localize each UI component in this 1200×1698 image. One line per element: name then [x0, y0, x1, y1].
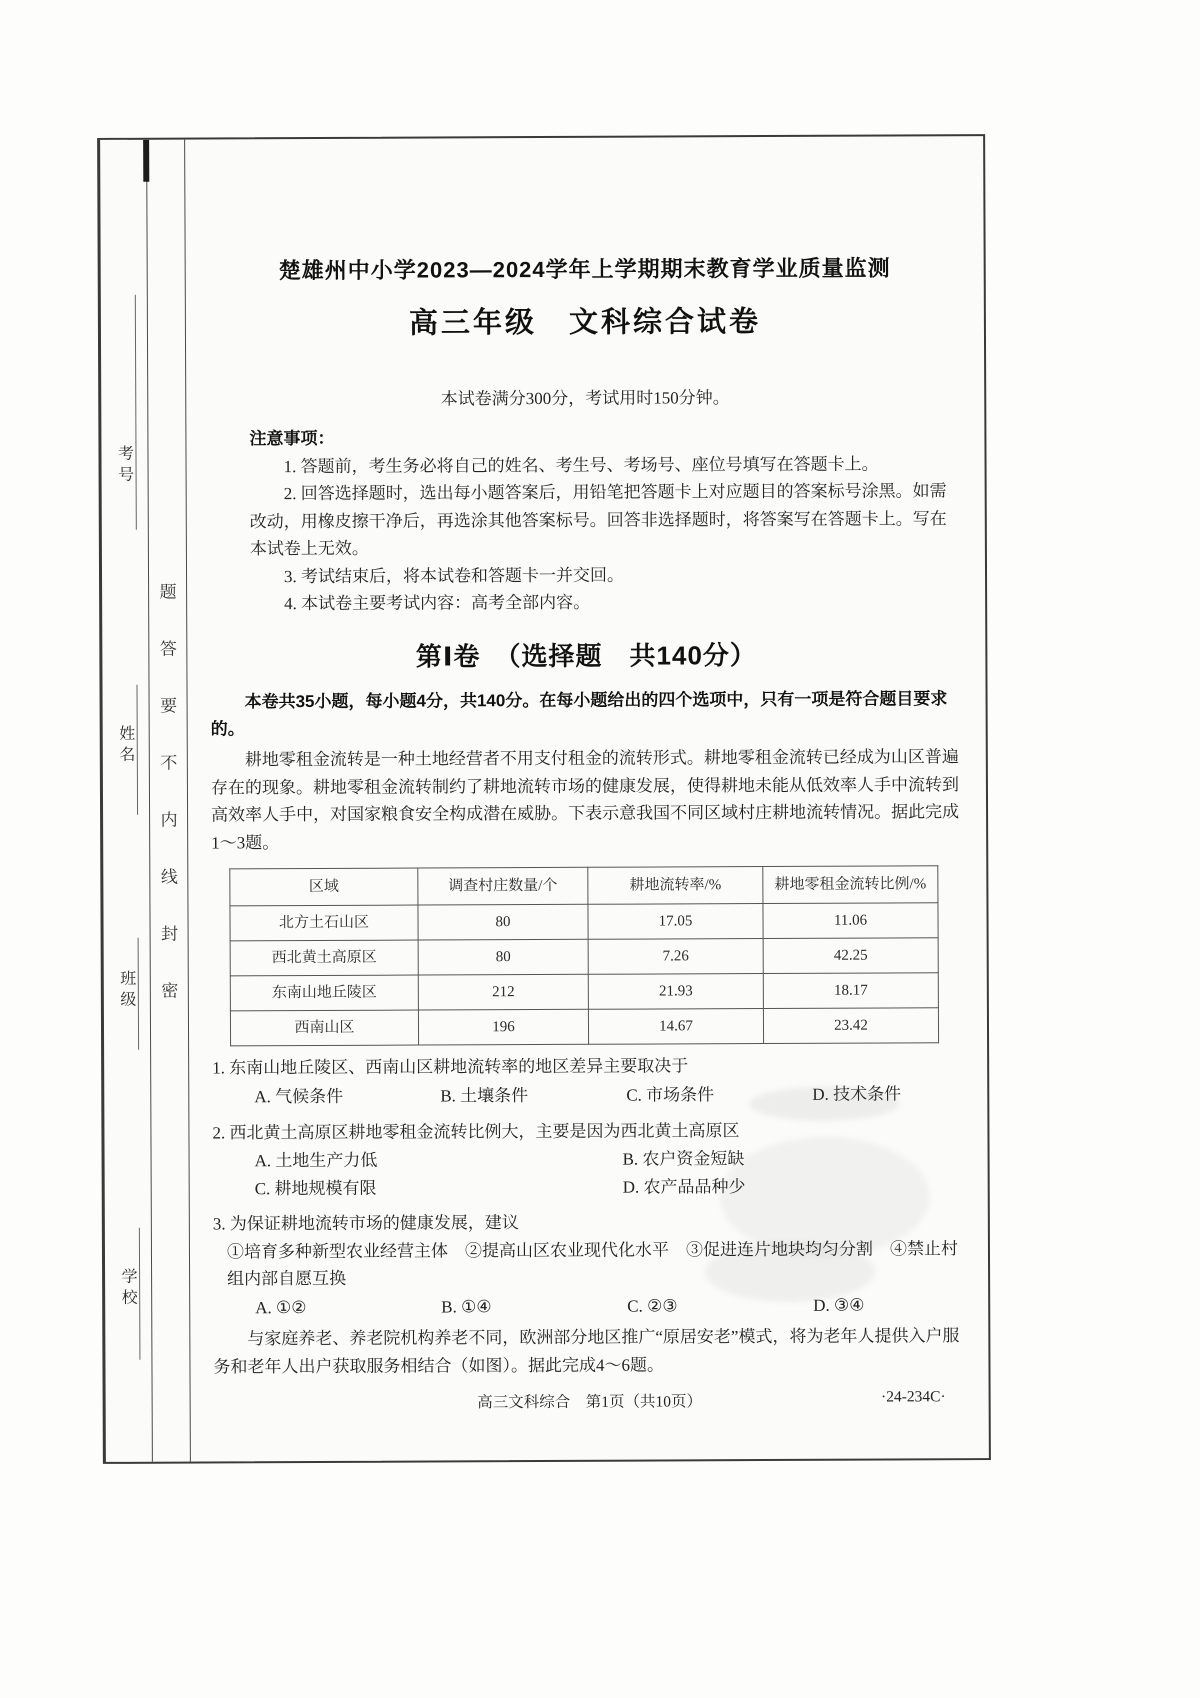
page-subtitle: 高三年级 文科综合试卷: [408, 305, 761, 340]
question-sub-options: ①培育多种新型农业经营主体 ②提高山区农业现代化水平 ③促进连片地块均匀分割 ④禁止村组内部自愿互换: [226, 1238, 959, 1289]
fill-in-line: [135, 295, 137, 530]
exam-info: 本试卷满分300分，考试用时150分钟。: [440, 387, 730, 409]
land-transfer-table: [229, 866, 939, 1047]
table-cell: 西北黄土高原区: [230, 941, 418, 977]
seal-char: 内: [160, 810, 178, 830]
passage-1: 耕地零租金流转是一种土地经营者不用支付租金的流转形式。耕地零租金流转已经成为山区普遍存在的现象。耕地零租金流转制约了耕地流转市场的健康发展，使得耕地未能从低效率人手中流转到高效率人手中，对国家粮食安全构成潜在威胁。下表示意我国不同区域村庄耕地流转情况。据此完成1～3题。: [210, 747, 960, 853]
table-cell: 北方土石山区: [230, 906, 418, 942]
table-cell: 21.93: [588, 974, 763, 1010]
notice-item: 1. 答题前，考生务必将自己的姓名、考生号、考场号、座位号填写在答题卡上。: [283, 454, 879, 476]
table-header-cell: 区域: [230, 869, 418, 907]
table-cell: 196: [418, 1010, 588, 1046]
seal-field-class: 班级: [117, 969, 135, 1012]
option-a: A. 土地生产力低: [254, 1150, 378, 1171]
table-cell: 17.05: [588, 904, 763, 940]
table-cell: 23.42: [763, 1008, 938, 1044]
table-cell: 11.06: [763, 903, 938, 939]
option-b: B. ①④: [441, 1296, 492, 1317]
section-intro: 本卷共35小题，每小题4分，共140分。在每小题给出的四个选项中，只有一项是符合题目要求的。: [210, 689, 948, 739]
seal-char: 密: [161, 981, 179, 1001]
notices-heading: 注意事项：: [249, 429, 335, 449]
question-stem: 3. 为保证耕地流转市场的健康发展，建议: [212, 1213, 519, 1234]
scan-artifact: [143, 140, 149, 182]
notice-item: 2. 回答选择题时，选出每小题答案后，用铅笔把答题卡上对应题目的答案标号涂黑。如需改动，用橡皮擦干净后，再选涂其他答案标号。回答非选择题时，将答案写在答题卡上。写在本试卷上无效。: [249, 481, 947, 559]
option-a: A. 气候条件: [254, 1086, 344, 1107]
option-c: C. 耕地规模有限: [254, 1178, 377, 1198]
table-header-cell: 耕地流转率/%: [588, 867, 763, 905]
option-c: C. ②③: [627, 1296, 678, 1316]
option-b: B. 土壤条件: [440, 1086, 529, 1106]
seal-field-name: 姓名: [116, 724, 134, 767]
fill-in-line: [139, 1228, 141, 1360]
seal-char: 不: [160, 753, 178, 773]
seal-field-exam-number: 考号: [115, 444, 133, 487]
footer-page-info: 高三文科综合 第1页（共10页）: [477, 1393, 703, 1412]
seal-text: [150, 578, 188, 1002]
option-c: C. 市场条件: [626, 1085, 715, 1105]
notice-item: 3. 考试结束后，将本试卷和答题卡一并交回。: [283, 565, 625, 586]
fill-in-line: [136, 685, 138, 815]
option-a: A. ①②: [255, 1297, 307, 1317]
seal-field-school: 学校: [119, 1267, 137, 1310]
footer-paper-code: ·24-234C·: [880, 1388, 946, 1406]
question-stem: 1. 东南山地丘陵区、西南山区耕地流转率的地区差异主要取决于: [212, 1056, 689, 1078]
seal-char: 题: [159, 582, 177, 602]
table-cell: 西南山区: [230, 1011, 418, 1047]
table-cell: 212: [418, 975, 588, 1011]
page-footer: [214, 1388, 966, 1413]
question-options: [213, 1291, 965, 1322]
seal-char: 线: [160, 867, 178, 887]
table-row: [230, 938, 938, 976]
fill-in-line: [138, 938, 139, 1050]
table-header-cell: 调查村庄数量/个: [418, 868, 588, 906]
option-d: D. ③④: [813, 1295, 865, 1315]
seal-char: 封: [161, 924, 179, 944]
section-title: 第Ⅰ卷 （选择题 共140分）: [415, 639, 757, 672]
table-header-row: [230, 866, 938, 906]
table-cell: 42.25: [763, 938, 938, 974]
scan-smudge: [719, 1136, 930, 1257]
option-d: D. 技术条件: [812, 1084, 902, 1104]
question-stem: 2. 西北黄土高原区耕地零租金流转比例大，主要是因为西北黄土高原区: [212, 1120, 740, 1142]
table-cell: 东南山地丘陵区: [230, 976, 418, 1012]
seal-char: 要: [160, 696, 178, 716]
notices: [249, 422, 954, 618]
page-title: 楚雄州中小学2023—2024学年上学期期末教育学业质量监测: [278, 255, 891, 284]
option-b: B. 农户资金短缺: [622, 1149, 745, 1169]
passage-2: 与家庭养老、养老院机构养老不同，欧洲部分地区推广“原居安老”模式，将为老年人提供入户服务和老年人出户获取服务相结合（如图）。据此完成4～6题。: [213, 1326, 960, 1377]
table-header-cell: 耕地零租金流转比例/%: [763, 866, 938, 904]
table-cell: 80: [418, 905, 588, 941]
seal-char: 答: [159, 639, 177, 659]
table-cell: 80: [418, 940, 588, 976]
notice-item: 4. 本试卷主要考试内容：高考全部内容。: [284, 593, 591, 614]
table-row: [230, 903, 938, 941]
table-row: [230, 973, 938, 1011]
table-cell: 7.26: [588, 939, 763, 975]
paper-frame: [97, 134, 991, 1464]
option-d: D. 农产品品种少: [622, 1176, 746, 1197]
table-cell: 14.67: [588, 1009, 763, 1045]
table-row: [230, 1008, 938, 1046]
table-cell: 18.17: [763, 973, 938, 1009]
